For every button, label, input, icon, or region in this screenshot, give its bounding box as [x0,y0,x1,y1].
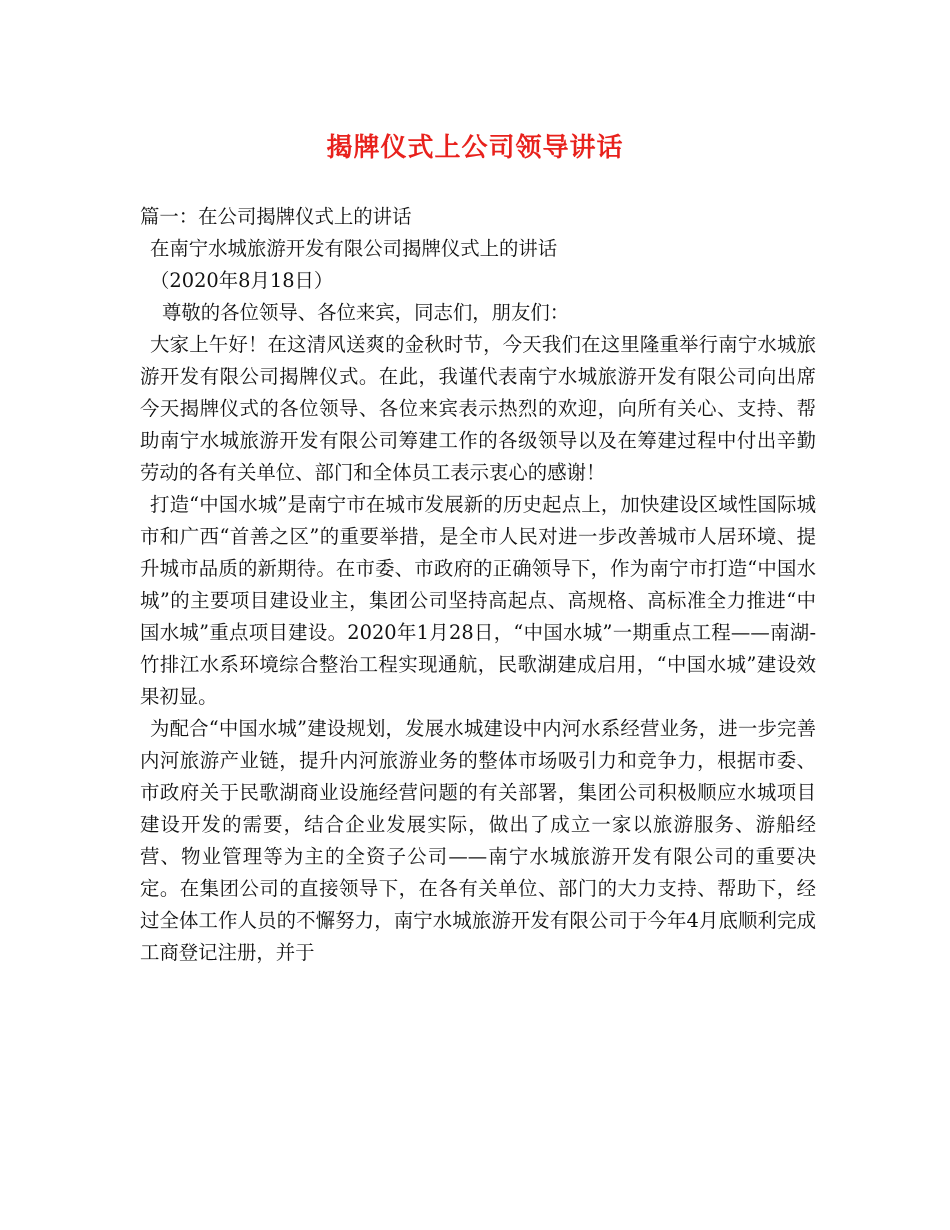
salutation: 尊敬的各位领导、各位来宾，同志们，朋友们： [162,301,570,324]
speech-date: （2020年8月18日） [150,269,334,292]
document-body [140,201,816,969]
paragraph: 打造“中国水城”是南宁市在城市发展新的历史起点上，加快建设区域性国际城市和广西“首善之区”的重要举措，是全市人民对进一步改善城市人居环境、提升城市品质的新期待。在市委、市政府的正确领导下，作为南宁市打造“中国水城”的主要项目建设业主，集团公司坚持高起点、高规格、高标准全力推进“中国水城”重点项目建设。2020年1月28日，“中国水城”一期重点工程——南湖-竹排江水系环境综合整治工程实现通航，民歌湖建成启用，“中国水城”建设效果初显。 [140,493,816,708]
document-title: 揭牌仪式上公司领导讲话 [326,133,624,163]
section-heading: 篇一：在公司揭牌仪式上的讲话 [140,205,412,228]
paragraph: 为配合“中国水城”建设规划，发展水城建设中内河水系经营业务，进一步完善内河旅游产业链，提升内河旅游业务的整体市场吸引力和竞争力，根据市委、市政府关于民歌湖商业设施经营问题的有关部署，集团公司积极顺应水城项目建设开发的需要，结合企业发展实际，做出了成立一家以旅游服务、游船经营、物业管理等为主的全资子公司——南宁水城旅游开发有限公司的重要决定。在集团公司的直接领导下，在各有关单位、部门的大力支持、帮助下，经过全体工作人员的不懈努力，南宁水城旅游开发有限公司于今年4月底顺利完成工商登记注册，并于 [140,717,816,964]
speech-title: 在南宁水城旅游开发有限公司揭牌仪式上的讲话 [150,237,558,260]
paragraph: 大家上午好！在这清风送爽的金秋时节，今天我们在这里隆重举行南宁水城旅游开发有限公司揭牌仪式。在此，我谨代表南宁水城旅游开发有限公司向出席今天揭牌仪式的各位领导、各位来宾表示热烈的欢迎，向所有关心、支持、帮助南宁水城旅游开发有限公司筹建工作的各级领导以及在筹建过程中付出辛勤劳动的各有关单位、部门和全体员工表示衷心的感谢！ [140,333,816,484]
